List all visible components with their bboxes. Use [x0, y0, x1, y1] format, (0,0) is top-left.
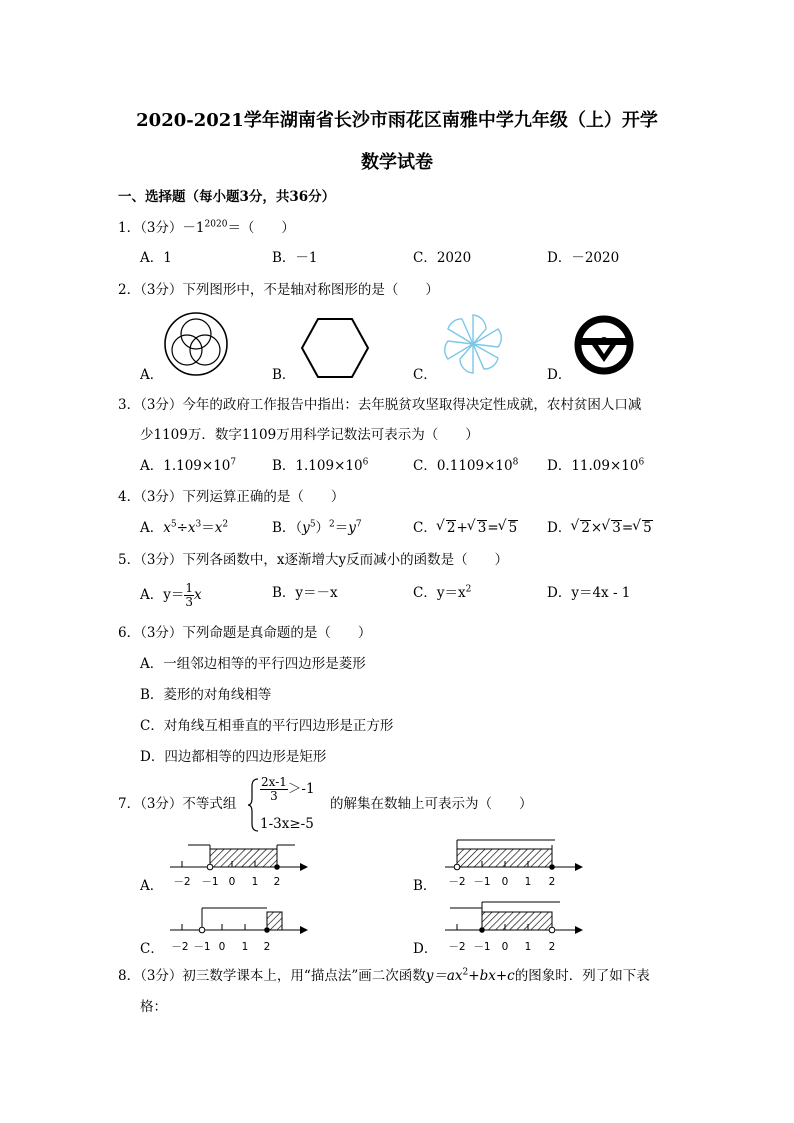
q6-option-a: A．一组邻边相等的平行四边形是菱形 — [140, 656, 366, 672]
axis-tick-label: －2 — [171, 941, 189, 953]
q6-option-b: B．菱形的对角线相等 — [140, 687, 272, 703]
axis-tick-label: －1 — [201, 876, 219, 888]
q7-stem-suffix: 的解集在数轴上可表示为（ ） — [330, 796, 533, 812]
q7-ineq1: $\frac{2x-1}{3}$ ＞-1 — [261, 775, 315, 803]
q5-option-d: D．y＝4x - 1 — [547, 585, 631, 601]
q2-label-a: A． — [140, 367, 164, 383]
q1-option-c: C．2020 — [413, 250, 472, 266]
q2-label-c: C． — [413, 367, 437, 383]
q7-label-b: B． — [413, 878, 437, 894]
q4-option-a: A．$x^5\div x^3=x^2$ — [140, 519, 229, 536]
q4-option-b: B．$(y^5)^2=y^7$ — [272, 519, 362, 536]
axis-tick-label: 2 — [263, 941, 271, 953]
paper-title-line2: 数学试卷 — [361, 152, 433, 173]
axis-tick-label: 2 — [548, 941, 556, 953]
q3-option-b: B．$1.109\times 10^6$ — [272, 457, 369, 474]
q5-option-b: B．y＝－x — [272, 585, 338, 601]
axis-tick-label: －1 — [473, 876, 491, 888]
q7-number-line-d — [435, 898, 585, 953]
q2-figure-d-logo — [573, 314, 635, 376]
q3-option-d: D．$11.09\times 10^6$ — [547, 457, 645, 474]
q2-stem: 2．（3分）下列图形中，不是轴对称图形的是（ ） — [118, 282, 439, 298]
axis-tick-label: 1 — [524, 876, 532, 888]
axis-tick-label: 0 — [501, 876, 509, 888]
q5-stem: 5．（3分）下列各函数中，x逐渐增大y反而减小的函数是（ ） — [118, 552, 509, 568]
axis-tick-label: －2 — [448, 941, 466, 953]
q7-number-line-b — [435, 835, 585, 890]
q1-option-d: D．－2020 — [547, 250, 620, 266]
q2-figure-a-three-circles — [163, 311, 229, 377]
q7-brace — [248, 778, 260, 832]
q1-option-b: B．－1 — [272, 250, 318, 266]
q4-option-d: D．√ 2×√ 3=√ 5 — [547, 519, 653, 537]
axis-tick-label: 2 — [273, 876, 281, 888]
q2-label-b: B． — [272, 367, 296, 383]
q4-stem: 4．（3分）下列运算正确的是（ ） — [118, 489, 345, 505]
axis-tick-label: －2 — [448, 876, 466, 888]
q8-stem-line2: 格： — [140, 999, 167, 1015]
axis-tick-label: －2 — [173, 876, 191, 888]
axis-tick-label: 1 — [524, 941, 532, 953]
q3-stem-line2: 少1109万．数字1109万用科学记数法可表示为（ ） — [140, 427, 479, 443]
q3-stem-line1: 3．（3分）今年的政府工作报告中指出：去年脱贫攻坚取得决定性成就，农村贫困人口减 — [118, 397, 642, 413]
q7-number-line-a — [160, 835, 310, 890]
axis-tick-label: 1 — [241, 941, 249, 953]
q7-label-a: A． — [140, 878, 164, 894]
q5-option-c: C．$y=x^2$ — [413, 584, 472, 601]
axis-tick-label: 0 — [228, 876, 236, 888]
q3-option-a: A．$1.109\times 10^7$ — [140, 457, 237, 474]
axis-tick-label: －1 — [193, 941, 211, 953]
q6-option-c: C．对角线互相垂直的平行四边形是正方形 — [140, 718, 394, 734]
axis-tick-label: 2 — [548, 876, 556, 888]
axis-tick-label: 0 — [218, 941, 226, 953]
axis-tick-label: －1 — [473, 941, 491, 953]
q3-option-c: C．$0.1109\times 10^8$ — [413, 457, 519, 474]
q6-option-d: D．四边都相等的四边形是矩形 — [140, 749, 327, 765]
q7-label-d: D． — [413, 941, 438, 957]
paper-title-line1: 2020-2021学年湖南省长沙市雨花区南雅中学九年级（上）开学 — [136, 110, 658, 131]
q7-number-line-c — [160, 898, 310, 953]
q1-stem: 1．（3分）$-1^{2020}=$（ ） — [118, 219, 295, 236]
q7-label-c: C． — [140, 941, 164, 957]
q4-option-c: C．√ 2+√ 3=√ 5 — [413, 519, 518, 537]
axis-tick-label: 1 — [251, 876, 259, 888]
q7-stem-prefix: 7．（3分）不等式组 — [118, 796, 237, 812]
q2-figure-b-hexagon — [300, 317, 370, 379]
q5-option-a: A．y＝ $\frac{1}{3}$ x — [140, 581, 202, 609]
q7-ineq2: 1-3x≥-5 — [260, 816, 314, 832]
q2-figure-c-pinwheel — [440, 311, 506, 377]
q1-option-a: A．1 — [140, 250, 172, 266]
section-heading: 一、选择题（每小题3分，共36分） — [118, 189, 336, 205]
q6-stem: 6．（3分）下列命题是真命题的是（ ） — [118, 625, 372, 641]
q2-label-d: D． — [547, 367, 572, 383]
axis-tick-label: 0 — [501, 941, 509, 953]
q8-stem-line1: 8．（3分）初三数学课本上，用“描点法”画二次函数$y=ax^2+bx+c$的图象时．列了如下表 — [118, 967, 650, 984]
